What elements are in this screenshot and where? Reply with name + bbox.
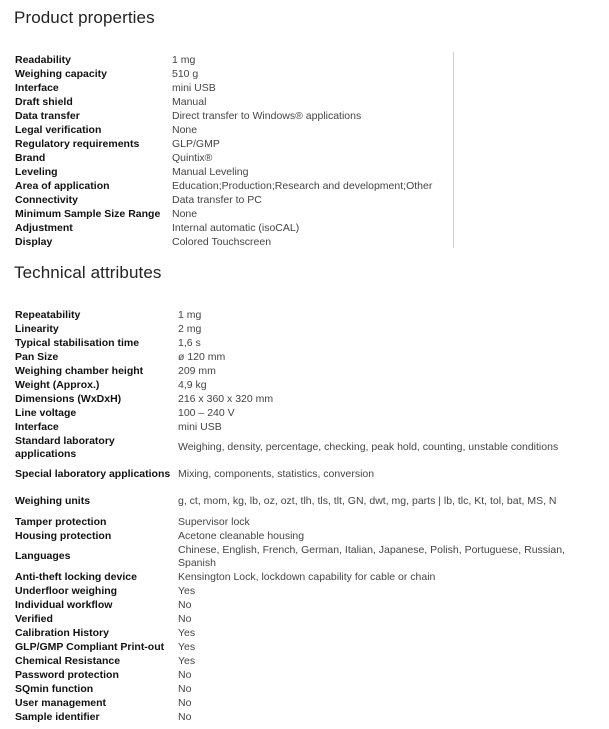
table-row [15,67,455,81]
property-key: Leveling [15,166,58,178]
table-row [15,95,455,109]
attribute-value: No [178,612,192,625]
property-value: Manual Leveling [172,166,249,178]
property-key: Draft shield [15,96,73,108]
property-value: Education;Production;Research and development;Other [172,180,433,192]
attribute-value: Mixing, components, statistics, conversion [178,468,375,480]
table-row [15,207,455,221]
property-key: Readability [15,54,72,66]
property-key: Minimum Sample Size Range [15,208,161,220]
attribute-key: Standard laboratory applications [15,434,115,460]
property-key: Data transfer [15,110,80,122]
attribute-key: GLP/GMP Compliant Print-out [15,640,165,653]
table-divider [453,52,454,248]
attribute-key: Chemical Resistance [15,654,121,667]
table-row [15,165,455,179]
table-row [15,710,605,724]
property-key: Brand [15,152,46,164]
attribute-key: Sample identifier [15,710,100,723]
technical-attributes-title: Technical attributes [14,263,162,282]
attribute-key: Underfloor weighing [15,584,118,597]
property-value: Manual [172,96,207,108]
attribute-value: 100 – 240 V [178,406,235,419]
product-properties-table [15,53,455,249]
table-row [15,81,455,95]
technical-attributes-table [15,308,605,724]
attribute-value: Yes [178,584,196,597]
attribute-key: Verified [15,612,53,625]
table-row [15,364,605,378]
attribute-key: Typical stabilisation time [15,336,140,349]
property-value: GLP/GMP [172,138,220,150]
table-row [15,461,605,488]
attribute-key: Pan Size [15,350,59,363]
table-row [15,109,455,123]
attribute-value: No [178,710,192,723]
table-row [15,626,605,640]
attribute-key: Weighing chamber height [15,364,144,377]
table-row [15,53,455,67]
table-row [15,235,455,249]
property-value: 510 g [172,68,199,80]
attribute-key: Anti-theft locking device [15,570,137,583]
attribute-value: 4,9 kg [178,378,207,391]
attribute-key: Weight (Approx.) [15,378,100,391]
attribute-value: No [178,598,192,611]
attribute-key: Calibration History [15,626,109,639]
table-row [15,668,605,682]
attribute-key: Dimensions (WxDxH) [15,392,122,405]
table-row [15,529,605,543]
attribute-value: Acetone cleanable housing [178,529,305,542]
table-row [15,682,605,696]
table-row [15,308,605,322]
table-row [15,584,605,598]
attribute-key: Special laboratory applications [15,468,171,480]
property-key: Connectivity [15,194,79,206]
table-row [15,696,605,710]
attribute-value: 2 mg [178,322,202,335]
property-key: Area of application [15,180,110,192]
table-row [15,179,455,193]
attribute-value: Chinese, English, French, German, Italian, Japanese, Polish, Portuguese, Russian, Spanish [178,543,565,569]
table-row [15,123,455,137]
table-row [15,612,605,626]
property-value: None [172,124,198,136]
table-row [15,543,605,570]
property-value: None [172,208,198,220]
property-value: mini USB [172,82,216,94]
property-key: Display [15,236,53,248]
attribute-value: No [178,682,192,695]
table-row [15,137,455,151]
table-row [15,420,605,434]
table-row [15,598,605,612]
table-row [15,350,605,364]
attribute-key: Individual workflow [15,598,113,611]
attribute-value: 209 mm [178,364,216,377]
attribute-value: No [178,696,192,709]
table-row [15,406,605,420]
attribute-value: ø 120 mm [178,350,226,363]
attribute-value: Supervisor lock [178,515,250,528]
table-row [15,221,455,235]
property-value: Quintix® [172,152,213,164]
attribute-key: Repeatability [15,308,81,321]
table-row [15,322,605,336]
table-row [15,654,605,668]
attribute-value: Yes [178,640,196,653]
table-row [15,336,605,350]
attribute-key: Tamper protection [15,515,107,528]
property-value: Direct transfer to Windows® applications [172,110,362,122]
attribute-value: 1 mg [178,308,202,321]
table-row [15,434,605,461]
attribute-value: 1,6 s [178,336,201,349]
attribute-key: SQmin function [15,682,94,695]
attribute-key: Line voltage [15,406,77,419]
property-key: Legal verification [15,124,102,136]
table-row [15,515,605,529]
attribute-value: mini USB [178,420,222,433]
attribute-value: Yes [178,654,196,667]
attribute-key: Interface [15,420,59,433]
property-value: Data transfer to PC [172,194,262,206]
product-properties-title: Product properties [14,8,155,27]
property-value: Internal automatic (isoCAL) [172,222,300,234]
property-key: Weighing capacity [15,68,107,80]
attribute-value: Kensington Lock, lockdown capability for cable or chain [178,570,436,583]
attribute-key: Linearity [15,322,59,335]
attribute-value: Weighing, density, percentage, checking, peak hold, counting, unstable conditions [178,441,559,453]
attribute-value: 216 x 360 x 320 mm [178,392,274,405]
property-value: 1 mg [172,54,196,66]
table-row [15,193,455,207]
attribute-key: Languages [15,550,71,562]
property-key: Regulatory requirements [15,138,140,150]
attribute-key: Housing protection [15,529,112,542]
table-row [15,570,605,584]
property-key: Adjustment [15,222,73,234]
attribute-value: Yes [178,626,196,639]
property-key: Interface [15,82,59,94]
table-row [15,378,605,392]
table-row [15,392,605,406]
attribute-key: Password protection [15,668,119,681]
attribute-key: Weighing units [15,495,91,507]
attribute-value: g, ct, mom, kg, lb, oz, ozt, tlh, tls, tlt, GN, dwt, mg, parts | lb, tlc, Kt, tol, bat, MS, N [178,495,557,507]
property-value: Colored Touchscreen [172,236,272,248]
table-row [15,640,605,654]
table-row [15,488,605,515]
table-row [15,151,455,165]
attribute-key: User management [15,696,107,709]
attribute-value: No [178,668,192,681]
